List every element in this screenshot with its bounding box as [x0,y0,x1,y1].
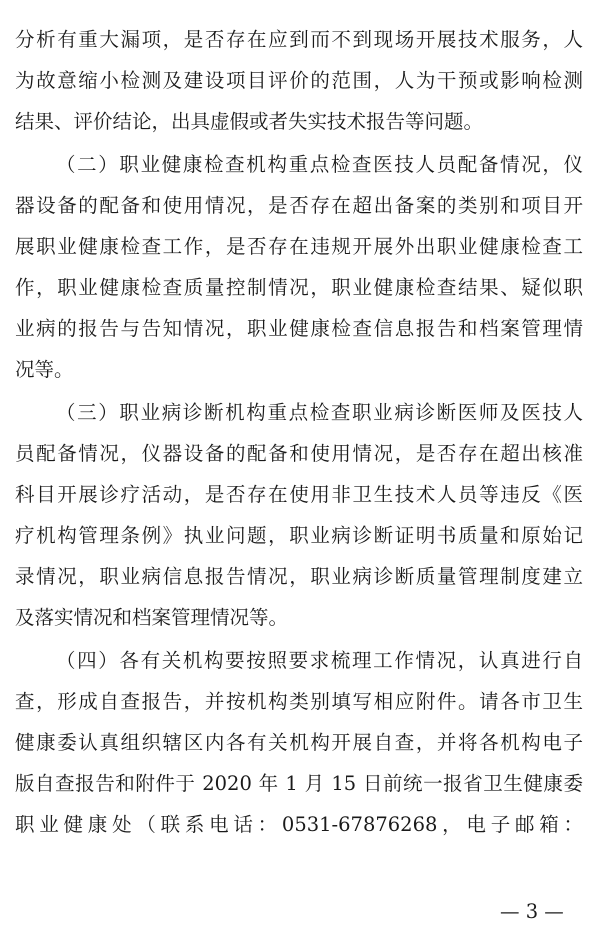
text-line: 健康委认真组织辖区内各有关机构开展自查，并将各机构电子 [15,731,583,754]
text-line: 作，职业健康检查质量控制情况，职业健康检查结果、疑似职 [15,276,583,299]
paragraph-heading-line: （二）职业健康检查机构重点检查医技人员配备情况，仪 [56,153,583,176]
text-line: 展职业健康检查工作，是否存在违规开展外出职业健康检查工 [15,235,583,258]
text-line: 版自查报告和附件于 2020 年 1 月 15 日前统一报省卫生健康委 [15,772,583,795]
paragraph-heading-line: （三）职业病诊断机构重点检查职业病诊断医师及医技人 [56,401,583,424]
text-line: 况等。 [15,358,74,381]
text-line: 器设备的配备和使用情况，是否存在超出备案的类别和项目开 [15,194,583,217]
text-line: 业病的报告与告知情况，职业健康检查信息报告和档案管理情 [15,317,583,340]
paragraph-heading-line: （四）各有关机构要按照要求梳理工作情况，认真进行自 [56,649,583,672]
text-line: 职业健康处（联系电话：0531-67876268，电子邮箱： [15,813,583,836]
text-line: 结果、评价结论，出具虚假或者失实技术报告等问题。 [15,110,484,133]
text-line: 查，形成自查报告，并按机构类别填写相应附件。请各市卫生 [15,690,583,713]
text-line: 分析有重大漏项，是否存在应到而不到现场开展技术服务，人 [15,28,583,51]
text-line: 疗机构管理条例》执业问题，职业病诊断证明书质量和原始记 [15,524,583,547]
text-line: 科目开展诊疗活动，是否存在使用非卫生技术人员等违反《医 [15,483,583,506]
text-line: 及落实情况和档案管理情况等。 [15,606,289,629]
text-line: 录情况，职业病信息报告情况，职业病诊断质量管理制度建立 [15,565,583,588]
text-line: 为故意缩小检测及建设项目评价的范围，人为干预或影响检测 [15,69,583,92]
page-number: — 3 — [500,900,564,923]
text-line: 员配备情况，仪器设备的配备和使用情况，是否存在超出核准 [15,442,583,465]
